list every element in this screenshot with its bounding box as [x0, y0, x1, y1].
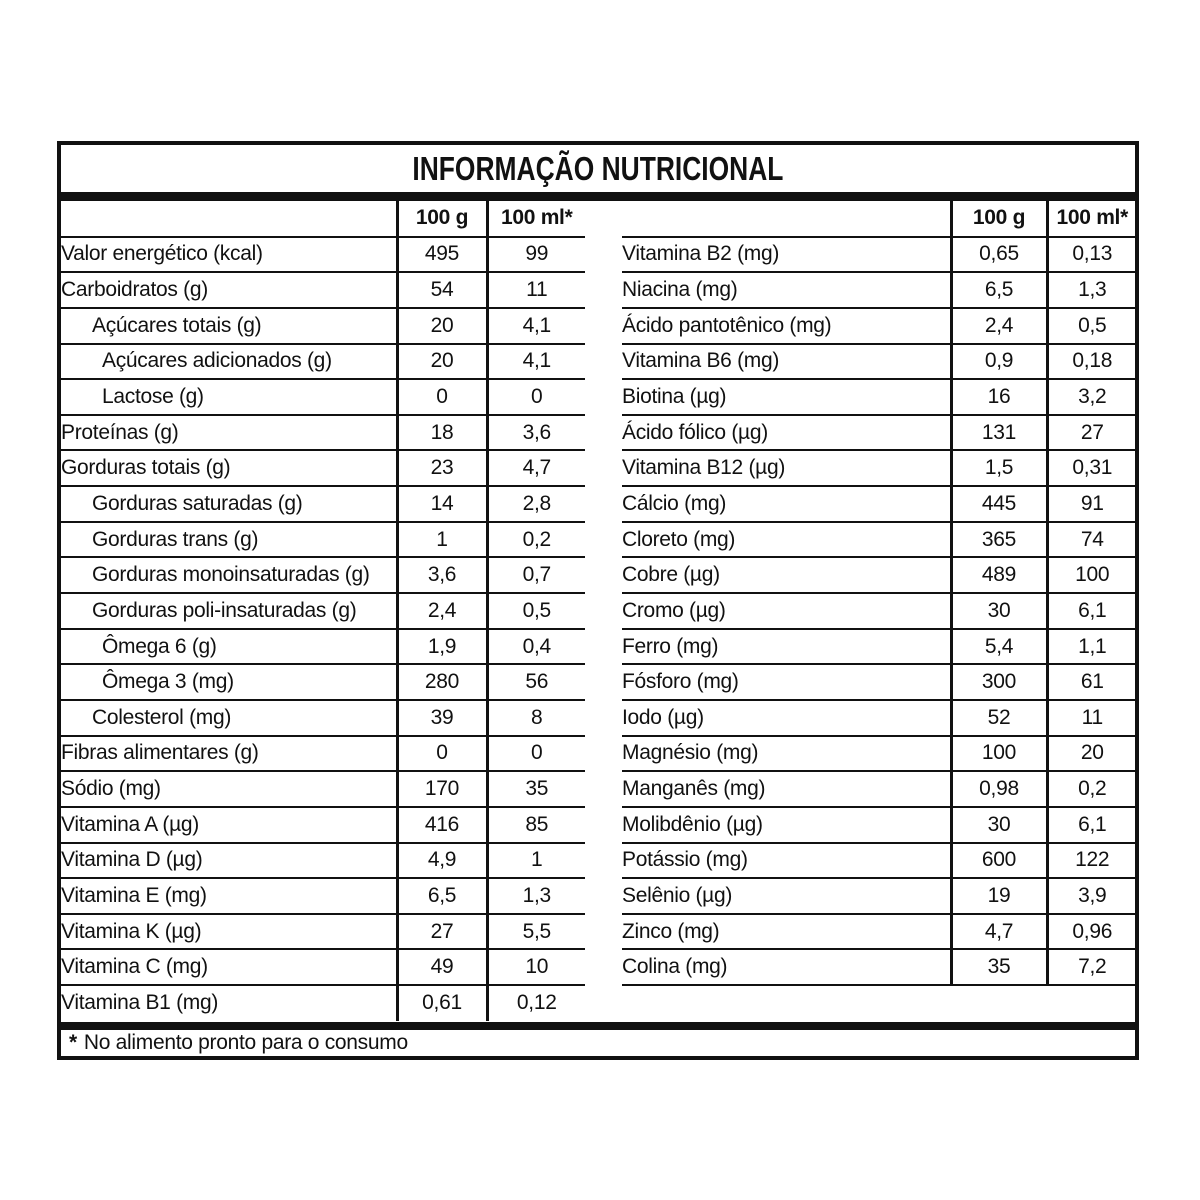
nutrient-label: Gorduras poli-insaturadas (g)	[61, 593, 397, 629]
nutrition-table-left	[61, 201, 585, 1021]
nutrient-label: Vitamina B6 (mg)	[622, 344, 951, 380]
nutrient-label: Colina (mg)	[622, 949, 951, 985]
value-per-100ml: 122	[1047, 843, 1135, 879]
nutrient-label: Sódio (mg)	[61, 771, 397, 807]
nutrient-label: Zinco (mg)	[622, 914, 951, 950]
value-per-100ml: 85	[487, 807, 585, 843]
value-per-100g: 2,4	[397, 593, 487, 629]
value-per-100ml: 11	[487, 272, 585, 308]
value-per-100g: 16	[951, 379, 1047, 415]
value-per-100g: 0	[397, 736, 487, 772]
table-row	[622, 949, 1135, 985]
value-per-100g: 4,9	[397, 843, 487, 879]
value-per-100ml: 3,2	[1047, 379, 1135, 415]
nutrient-label: Gorduras monoinsaturadas (g)	[61, 557, 397, 593]
value-per-100g: 0,61	[397, 985, 487, 1021]
nutrient-label: Vitamina K (µg)	[61, 914, 397, 950]
value-per-100ml: 5,5	[487, 914, 585, 950]
value-per-100g: 1,9	[397, 629, 487, 665]
value-per-100g: 27	[397, 914, 487, 950]
value-per-100g: 14	[397, 486, 487, 522]
table-row	[61, 272, 585, 308]
table-row	[622, 629, 1135, 665]
header-row	[61, 201, 585, 237]
nutrient-label: Lactose (g)	[61, 379, 397, 415]
value-per-100ml: 6,1	[1047, 593, 1135, 629]
value-per-100g: 300	[951, 664, 1047, 700]
nutrient-label: Fósforo (mg)	[622, 664, 951, 700]
nutrient-label: Vitamina B12 (µg)	[622, 450, 951, 486]
value-per-100ml: 27	[1047, 415, 1135, 451]
nutrient-label: Fibras alimentares (g)	[61, 736, 397, 772]
value-per-100g: 6,5	[397, 878, 487, 914]
footnote-text: No alimento pronto para o consumo	[83, 1031, 408, 1054]
value-per-100ml: 0,2	[487, 522, 585, 558]
nutrient-label: Colesterol (mg)	[61, 700, 397, 736]
tables-area	[61, 201, 1135, 1022]
value-per-100ml: 0,7	[487, 557, 585, 593]
nutrient-label: Vitamina A (µg)	[61, 807, 397, 843]
footnote-asterisk: *	[69, 1031, 77, 1054]
value-per-100ml: 0	[487, 379, 585, 415]
value-per-100ml: 6,1	[1047, 807, 1135, 843]
nutrient-label: Iodo (µg)	[622, 700, 951, 736]
table-row	[61, 522, 585, 558]
value-per-100ml: 1	[487, 843, 585, 879]
table-row	[622, 914, 1135, 950]
nutrient-label: Potássio (mg)	[622, 843, 951, 879]
value-per-100g: 0,9	[951, 344, 1047, 380]
value-per-100g: 1	[397, 522, 487, 558]
table-row	[622, 237, 1135, 273]
value-per-100g: 0,98	[951, 771, 1047, 807]
nutrient-label: Carboidratos (g)	[61, 272, 397, 308]
column-header-100ml: 100 ml*	[487, 201, 585, 237]
table-row	[622, 486, 1135, 522]
nutrient-label: Ácido fólico (µg)	[622, 415, 951, 451]
value-per-100ml: 56	[487, 664, 585, 700]
table-row	[61, 878, 585, 914]
value-per-100ml: 61	[1047, 664, 1135, 700]
nutrient-label: Gorduras totais (g)	[61, 450, 397, 486]
value-per-100g: 35	[951, 949, 1047, 985]
value-per-100g: 30	[951, 807, 1047, 843]
value-per-100g: 416	[397, 807, 487, 843]
value-per-100ml: 0,5	[487, 593, 585, 629]
value-per-100ml: 20	[1047, 736, 1135, 772]
table-row	[61, 486, 585, 522]
table-row	[61, 700, 585, 736]
table-row	[61, 914, 585, 950]
table-row	[61, 415, 585, 451]
nutrient-label: Selênio (µg)	[622, 878, 951, 914]
value-per-100g: 20	[397, 344, 487, 380]
value-per-100g: 600	[951, 843, 1047, 879]
value-per-100ml: 1,3	[487, 878, 585, 914]
nutrient-label: Vitamina C (mg)	[61, 949, 397, 985]
value-per-100g: 54	[397, 272, 487, 308]
footnote	[61, 1030, 1135, 1056]
value-per-100g: 39	[397, 700, 487, 736]
value-per-100ml: 0,31	[1047, 450, 1135, 486]
table-row	[622, 379, 1135, 415]
table-row	[622, 664, 1135, 700]
value-per-100g: 495	[397, 237, 487, 273]
column-header-100g: 100 g	[951, 201, 1047, 237]
table-row	[622, 736, 1135, 772]
nutrient-label: Ácido pantotênico (mg)	[622, 308, 951, 344]
table-row	[61, 664, 585, 700]
value-per-100g: 20	[397, 308, 487, 344]
value-per-100ml: 10	[487, 949, 585, 985]
value-per-100ml: 0	[487, 736, 585, 772]
value-per-100ml: 0,4	[487, 629, 585, 665]
table-row	[622, 771, 1135, 807]
nutrient-label: Vitamina B2 (mg)	[622, 237, 951, 273]
table-row	[61, 771, 585, 807]
nutrition-facts-panel	[57, 141, 1139, 1060]
value-per-100ml: 0,2	[1047, 771, 1135, 807]
table-row	[61, 237, 585, 273]
table-row	[622, 878, 1135, 914]
nutrient-label: Gorduras trans (g)	[61, 522, 397, 558]
value-per-100g: 6,5	[951, 272, 1047, 308]
value-per-100g: 19	[951, 878, 1047, 914]
table-row	[622, 700, 1135, 736]
table-row	[61, 736, 585, 772]
nutrient-label: Cloreto (mg)	[622, 522, 951, 558]
table-row	[61, 450, 585, 486]
value-per-100g: 30	[951, 593, 1047, 629]
nutrient-label: Ômega 3 (mg)	[61, 664, 397, 700]
nutrient-label: Magnésio (mg)	[622, 736, 951, 772]
table-row	[61, 843, 585, 879]
value-per-100ml: 4,1	[487, 344, 585, 380]
table-row	[61, 593, 585, 629]
nutrient-label: Manganês (mg)	[622, 771, 951, 807]
value-per-100ml: 74	[1047, 522, 1135, 558]
value-per-100ml: 1,1	[1047, 629, 1135, 665]
value-per-100ml: 8	[487, 700, 585, 736]
table-row	[622, 557, 1135, 593]
value-per-100g: 4,7	[951, 914, 1047, 950]
value-per-100ml: 2,8	[487, 486, 585, 522]
value-per-100ml: 0,12	[487, 985, 585, 1021]
table-row	[61, 379, 585, 415]
value-per-100g: 2,4	[951, 308, 1047, 344]
nutrient-label: Valor energético (kcal)	[61, 237, 397, 273]
nutrient-label: Cromo (µg)	[622, 593, 951, 629]
nutrient-label: Vitamina E (mg)	[61, 878, 397, 914]
footer-separator-bar	[61, 1022, 1135, 1030]
value-per-100g: 23	[397, 450, 487, 486]
header-empty-cell	[61, 201, 397, 237]
nutrient-label: Vitamina B1 (mg)	[61, 991, 219, 1015]
nutrient-label: Açúcares totais (g)	[61, 308, 397, 344]
value-per-100ml: 1,3	[1047, 272, 1135, 308]
value-per-100g: 52	[951, 700, 1047, 736]
header-empty-cell	[622, 201, 951, 237]
value-per-100ml: 0,96	[1047, 914, 1135, 950]
table-row	[622, 344, 1135, 380]
panel-title-row	[61, 145, 1135, 192]
value-per-100g: 18	[397, 415, 487, 451]
table-row	[622, 415, 1135, 451]
value-per-100g: 0,65	[951, 237, 1047, 273]
table-row	[61, 807, 585, 843]
column-header-100g: 100 g	[397, 201, 487, 237]
value-per-100g: 1,5	[951, 450, 1047, 486]
value-per-100ml: 35	[487, 771, 585, 807]
nutrient-label: Ferro (mg)	[622, 629, 951, 665]
value-per-100g: 365	[951, 522, 1047, 558]
value-per-100g: 131	[951, 415, 1047, 451]
table-row	[61, 949, 585, 985]
title-separator-bar	[61, 192, 1135, 201]
nutrition-table-right	[622, 201, 1135, 986]
nutrient-label: Vitamina D (µg)	[61, 843, 397, 879]
value-per-100ml: 11	[1047, 700, 1135, 736]
value-per-100ml: 0,5	[1047, 308, 1135, 344]
value-per-100g: 445	[951, 486, 1047, 522]
nutrient-label: Cobre (µg)	[622, 557, 951, 593]
value-per-100g: 280	[397, 664, 487, 700]
table-row	[622, 308, 1135, 344]
table-row	[622, 807, 1135, 843]
table-row	[622, 450, 1135, 486]
value-per-100ml: 4,1	[487, 308, 585, 344]
nutrient-label: Molibdênio (µg)	[622, 807, 951, 843]
table-row	[61, 344, 585, 380]
value-per-100g: 3,6	[397, 557, 487, 593]
header-row	[622, 201, 1135, 237]
value-per-100ml: 91	[1047, 486, 1135, 522]
value-per-100g: 49	[397, 949, 487, 985]
panel-title: INFORMAÇÃO NUTRICIONAL	[412, 149, 784, 187]
table-row	[61, 629, 585, 665]
nutrient-label: Proteínas (g)	[61, 415, 397, 451]
nutrient-label: Cálcio (mg)	[622, 486, 951, 522]
value-per-100ml: 99	[487, 237, 585, 273]
nutrient-label: Ômega 6 (g)	[61, 629, 397, 665]
value-per-100g: 5,4	[951, 629, 1047, 665]
value-per-100ml: 4,7	[487, 450, 585, 486]
table-row	[622, 272, 1135, 308]
value-per-100ml: 7,2	[1047, 949, 1135, 985]
value-per-100g: 0	[397, 379, 487, 415]
column-header-100ml: 100 ml*	[1047, 201, 1135, 237]
table-row	[622, 522, 1135, 558]
table-row	[61, 985, 585, 1021]
value-per-100g: 489	[951, 557, 1047, 593]
table-row	[61, 308, 585, 344]
nutrient-label: Biotina (µg)	[622, 379, 951, 415]
value-per-100g: 170	[397, 771, 487, 807]
nutrient-label: Gorduras saturadas (g)	[61, 486, 397, 522]
value-per-100ml: 0,13	[1047, 237, 1135, 273]
table-row	[622, 843, 1135, 879]
value-per-100ml: 0,18	[1047, 344, 1135, 380]
value-per-100ml: 100	[1047, 557, 1135, 593]
table-row	[622, 593, 1135, 629]
value-per-100ml: 3,9	[1047, 878, 1135, 914]
nutrient-label: Açúcares adicionados (g)	[61, 344, 397, 380]
value-per-100g: 100	[951, 736, 1047, 772]
value-per-100ml: 3,6	[487, 415, 585, 451]
table-row	[61, 557, 585, 593]
nutrient-label: Niacina (mg)	[622, 272, 951, 308]
